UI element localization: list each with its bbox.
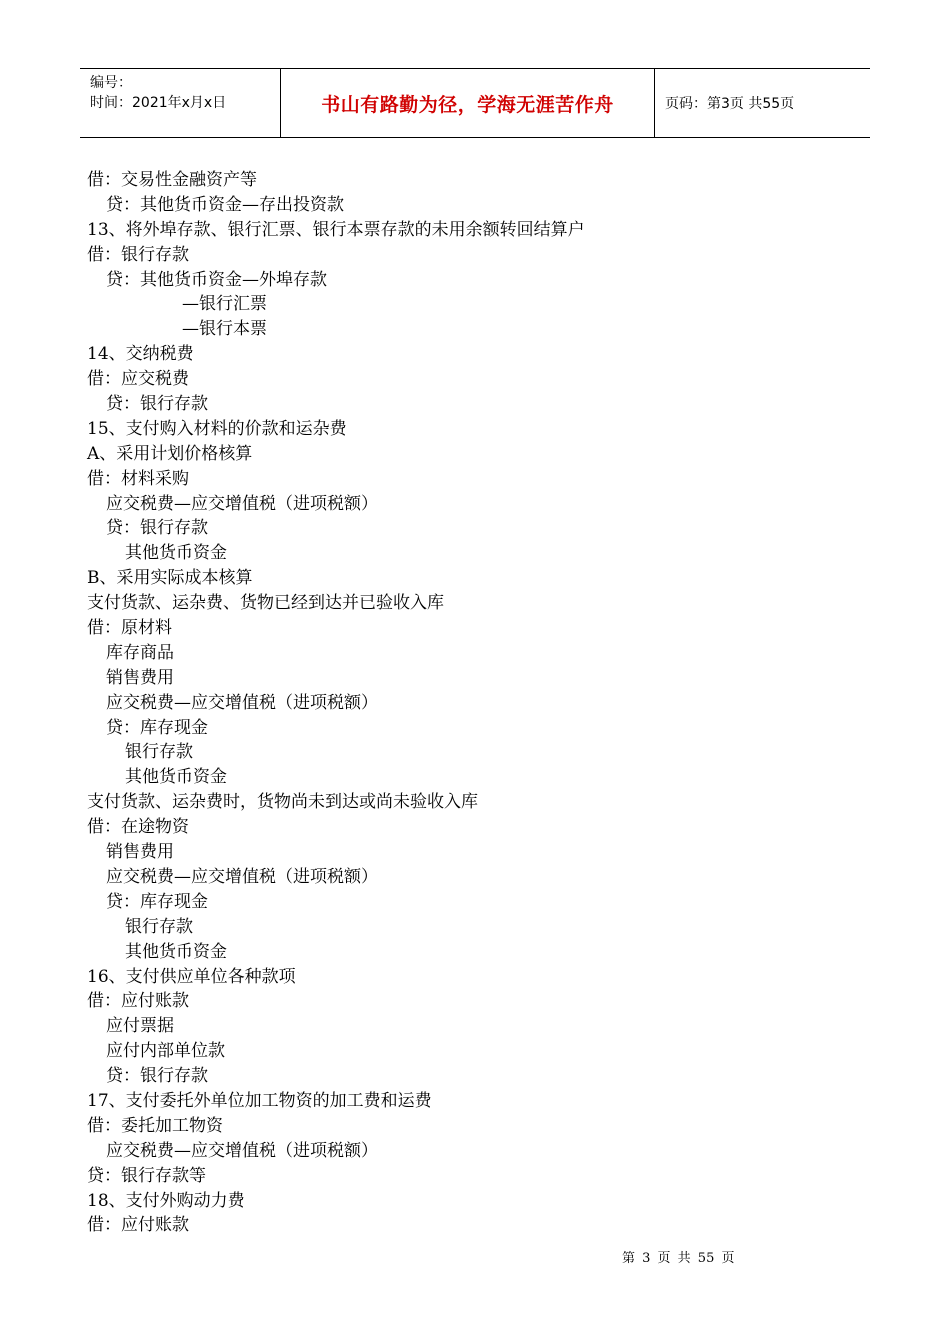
text-line: 借：银行存款 bbox=[87, 244, 189, 265]
text-line: 17、支付委托外单位加工物资的加工费和运费 bbox=[87, 1090, 432, 1111]
text-line: 销售费用 bbox=[106, 667, 174, 688]
text-line: 贷：银行存款 bbox=[106, 518, 208, 539]
text-line: B、采用实际成本核算 bbox=[87, 568, 253, 589]
text-line: 应付票据 bbox=[106, 1016, 174, 1037]
header-page-number: 页码：第3页 共55页 bbox=[665, 96, 795, 112]
header-meta bbox=[80, 69, 281, 137]
text-line: 销售费用 bbox=[106, 842, 174, 863]
text-line: 14、交纳税费 bbox=[87, 344, 194, 365]
text-line: 支付货款、运杂费时，货物尚未到达或尚未验收入库 bbox=[87, 792, 478, 813]
text-line: 借：原材料 bbox=[87, 618, 172, 639]
text-line: 库存商品 bbox=[106, 642, 174, 663]
header-page-cell bbox=[655, 69, 870, 137]
text-line: 其他货币资金 bbox=[125, 941, 227, 962]
text-line: 其他货币资金 bbox=[125, 543, 227, 564]
text-line: 借：应付账款 bbox=[87, 991, 189, 1012]
text-line: 贷：其他货币资金—存出投资款 bbox=[106, 194, 344, 215]
text-line: 支付货款、运杂费、货物已经到达并已验收入库 bbox=[87, 593, 444, 614]
text-line: 贷：库存现金 bbox=[106, 717, 208, 738]
text-line: 贷：银行存款 bbox=[106, 394, 208, 415]
text-line: 贷：库存现金 bbox=[106, 891, 208, 912]
text-line: 18、支付外购动力费 bbox=[87, 1190, 245, 1211]
document-body bbox=[87, 168, 867, 1238]
text-line: 应交税费—应交增值税（进项税额） bbox=[106, 493, 378, 514]
text-line: 贷：其他货币资金—外埠存款 bbox=[106, 269, 327, 290]
text-line: 16、支付供应单位各种款项 bbox=[87, 966, 296, 987]
text-line: —银行本票 bbox=[182, 319, 267, 340]
text-line: 15、支付购入材料的价款和运杂费 bbox=[87, 418, 347, 439]
text-line: 其他货币资金 bbox=[125, 767, 227, 788]
text-line: 借：交易性金融资产等 bbox=[87, 170, 257, 190]
text-line: 银行存款 bbox=[125, 742, 193, 763]
text-line: 银行存款 bbox=[125, 916, 193, 937]
text-line: 应交税费—应交增值税（进项税额） bbox=[106, 1140, 378, 1161]
text-line: A、采用计划价格核算 bbox=[87, 443, 253, 464]
document-time-label: 时间：2021年x月x日 bbox=[90, 95, 227, 111]
text-line: 借：在途物资 bbox=[87, 817, 189, 838]
header-motto: 书山有路勤为径，学海无涯苦作舟 bbox=[321, 93, 614, 116]
document-number-label: 编号： bbox=[90, 75, 132, 91]
page-footer: 第 3 页 共 55 页 bbox=[622, 1251, 735, 1266]
page-header bbox=[80, 68, 870, 138]
header-motto-cell bbox=[281, 69, 655, 137]
text-line: —银行汇票 bbox=[182, 294, 267, 315]
text-line: 应付内部单位款 bbox=[106, 1041, 225, 1062]
text-line: 借：委托加工物资 bbox=[87, 1115, 223, 1136]
text-line: 借：材料采购 bbox=[87, 468, 189, 489]
text-line: 借：应付账款 bbox=[87, 1215, 189, 1236]
text-line: 应交税费—应交增值税（进项税额） bbox=[106, 692, 378, 713]
text-line: 借：应交税费 bbox=[87, 369, 189, 390]
text-line: 贷：银行存款等 bbox=[87, 1165, 206, 1186]
text-line: 13、将外埠存款、银行汇票、银行本票存款的未用余额转回结算户 bbox=[87, 219, 585, 240]
text-line: 贷：银行存款 bbox=[106, 1066, 208, 1087]
text-line: 应交税费—应交增值税（进项税额） bbox=[106, 866, 378, 887]
